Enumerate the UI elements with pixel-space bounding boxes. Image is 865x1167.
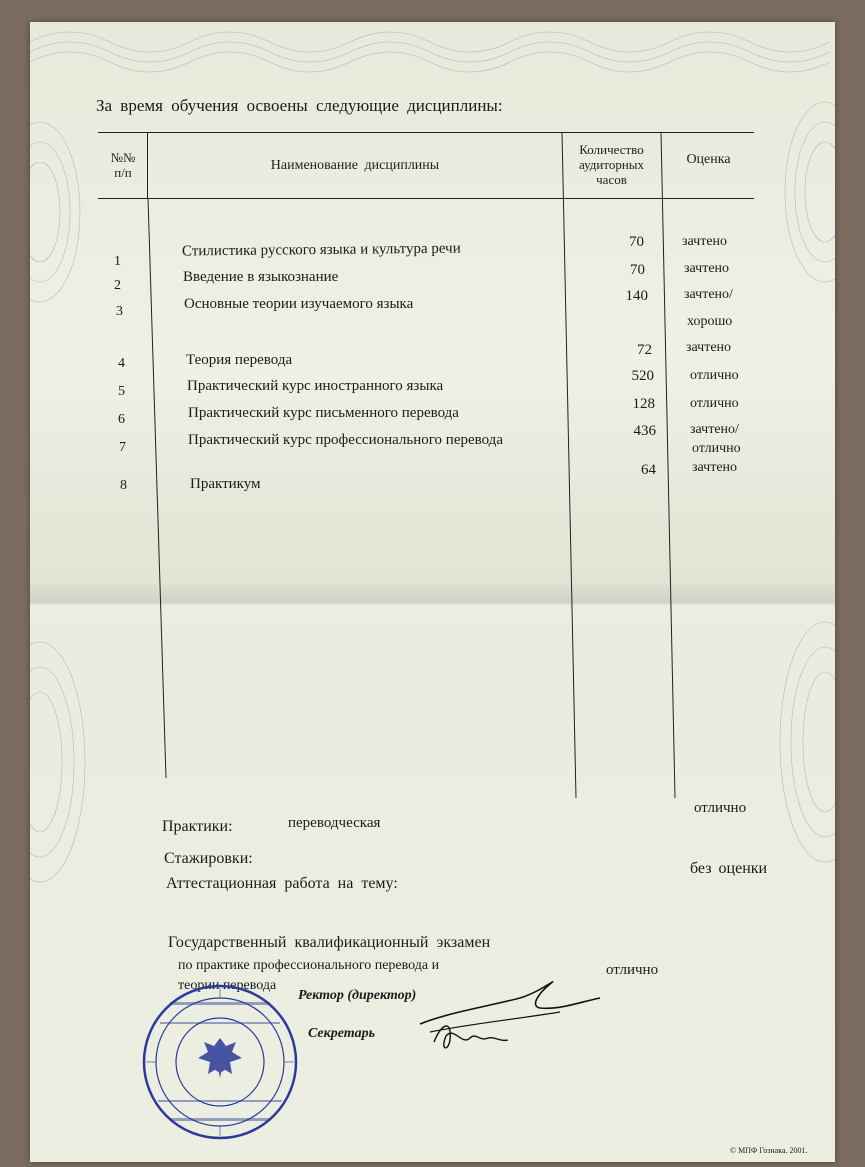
row-grade: отлично bbox=[690, 368, 739, 383]
row-num: 2 bbox=[114, 278, 121, 293]
row-discipline: Введение в языкознание bbox=[183, 269, 339, 285]
row-grade: зачтено/ bbox=[690, 422, 739, 437]
row-discipline: Практический курс письменного перевода bbox=[188, 405, 459, 421]
state-exam-line2: по практике профессионального перевода и bbox=[178, 958, 440, 973]
row-hours: 520 bbox=[631, 368, 654, 384]
row-discipline: Стилистика русского языка и культура речи bbox=[181, 240, 461, 260]
row-num: 1 bbox=[114, 254, 121, 269]
row-discipline: Практический курс иностранного языка bbox=[187, 378, 444, 394]
attestation-grade: без оценки bbox=[690, 860, 768, 877]
row-grade: зачтено bbox=[686, 340, 732, 355]
page-title: За время обучения освоены следующие дисциплины: bbox=[96, 96, 503, 115]
row-hours: 70 bbox=[629, 234, 644, 250]
practice-label: Практики: bbox=[162, 818, 233, 835]
practice-grade: отлично bbox=[694, 800, 747, 816]
row-hours: 64 bbox=[641, 462, 656, 478]
row-grade-line2: отлично bbox=[692, 441, 741, 456]
practice-value: переводческая bbox=[288, 815, 381, 831]
row-discipline: Практикум bbox=[190, 476, 261, 492]
rector-label: Ректор (директор) bbox=[298, 988, 417, 1003]
row-num: 5 bbox=[118, 384, 125, 399]
col-header-num: №№ п/п bbox=[110, 150, 136, 180]
official-seal bbox=[140, 982, 300, 1142]
row-hours: 70 bbox=[630, 262, 645, 278]
row-hours: 140 bbox=[625, 288, 648, 304]
col-header-name: Наименование дисциплины bbox=[270, 158, 440, 173]
state-exam-grade: отлично bbox=[606, 962, 659, 978]
row-grade: зачтено/ bbox=[684, 287, 733, 302]
row-grade: зачтено bbox=[682, 234, 728, 249]
row-hours: 128 bbox=[632, 396, 655, 412]
row-hours: 436 bbox=[633, 423, 656, 439]
col-header-grade: Оценка bbox=[686, 152, 731, 167]
row-hours: 72 bbox=[637, 342, 652, 358]
row-num: 3 bbox=[116, 304, 123, 319]
secretary-signature bbox=[428, 1012, 528, 1062]
row-discipline: Теория перевода bbox=[186, 352, 293, 368]
row-num: 4 bbox=[118, 356, 125, 371]
secretary-label: Секретарь bbox=[308, 1026, 376, 1041]
row-discipline: Практический курс профессионального перевода bbox=[188, 432, 503, 448]
diploma-supplement-page bbox=[30, 22, 835, 1162]
state-exam-line3: теории перевода bbox=[178, 978, 277, 993]
row-grade: зачтено bbox=[684, 261, 730, 276]
state-exam-line1: Государственный квалификационный экзамен bbox=[168, 934, 491, 951]
row-grade-line2: хорошо bbox=[687, 314, 733, 329]
row-num: 6 bbox=[118, 412, 125, 427]
row-num: 8 bbox=[120, 478, 127, 493]
copyright-footer: © МПФ Гознака. 2001. bbox=[730, 1146, 808, 1155]
col-header-hours: Количество аудиторных часов bbox=[578, 142, 645, 187]
internship-label: Стажировки: bbox=[164, 850, 253, 867]
row-grade: отлично bbox=[690, 396, 739, 411]
attestation-label: Аттестационная работа на тему: bbox=[166, 875, 398, 892]
row-grade: зачтено bbox=[692, 460, 738, 475]
row-num: 7 bbox=[119, 440, 126, 455]
row-discipline: Основные теории изучаемого языка bbox=[184, 296, 414, 312]
